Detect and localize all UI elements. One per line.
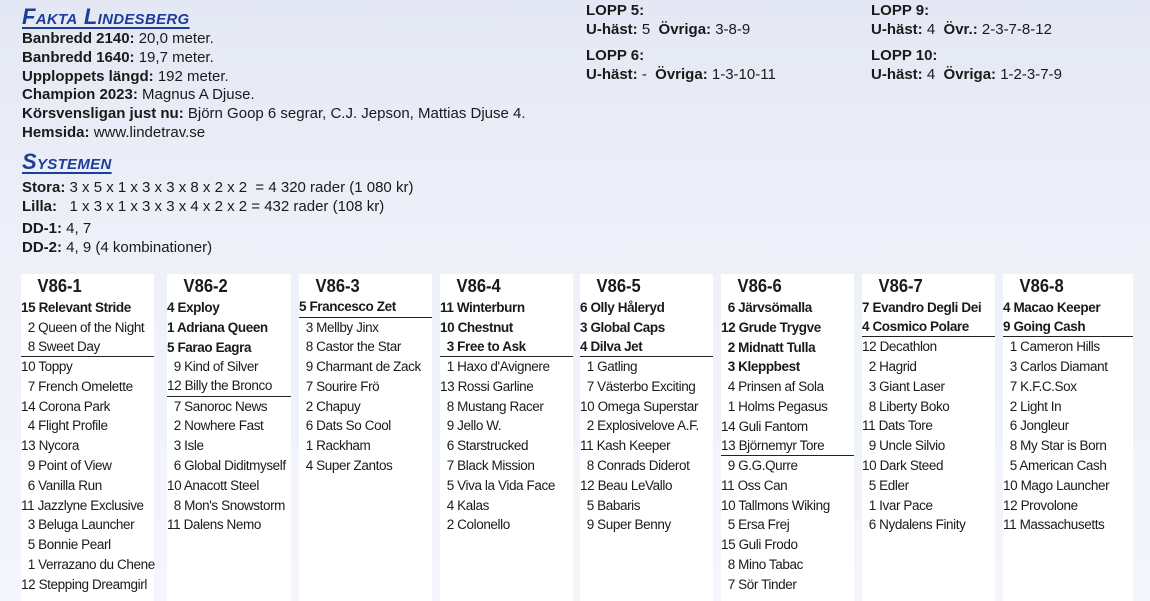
horse-row: 4 Super Zantos bbox=[299, 458, 393, 474]
horse-row: 6 Global Diditmyself bbox=[167, 458, 286, 474]
horse-row: 3 Carlos Diamant bbox=[1003, 359, 1108, 375]
race-column-4 bbox=[440, 274, 573, 601]
horse-row: 5 American Cash bbox=[1003, 458, 1107, 474]
horse-row: 4 Exploy bbox=[167, 300, 220, 315]
race-title: V86-7 bbox=[878, 276, 923, 296]
fakta-line: Banbredd 1640: 19,7 meter. bbox=[22, 48, 214, 66]
horse-row: 10 Toppy bbox=[21, 359, 73, 375]
horse-row: 2 Queen of the Night bbox=[21, 319, 145, 335]
horse-row: 2 Midnatt Tulla bbox=[721, 339, 816, 355]
horse-row: 13 Rossi Garline bbox=[440, 378, 534, 394]
horse-row: 1 Haxo d'Avignere bbox=[440, 359, 550, 375]
lopp-block-right bbox=[871, 2, 1062, 84]
horse-row: 15 Relevant Stride bbox=[21, 300, 131, 315]
race-column-1 bbox=[21, 274, 154, 601]
horse-row: 5 Farao Eagra bbox=[167, 339, 252, 355]
horse-row: 11 Dalens Nemo bbox=[167, 517, 261, 533]
lopp-line: U-häst: 4 Övr.: 2-3-7-8-12 bbox=[871, 20, 1052, 38]
horse-row: 13 Björnemyr Tore bbox=[721, 437, 854, 457]
horse-row: 6 Jongleur bbox=[1003, 418, 1069, 434]
horse-row: 10 Chestnut bbox=[440, 319, 513, 335]
horse-row: 4 Prinsen af Sola bbox=[721, 379, 824, 395]
fakta-line: Champion 2023: Magnus A Djuse. bbox=[22, 86, 255, 104]
system-dd1: DD-1: 4, 7 bbox=[22, 220, 92, 238]
system-lilla: Lilla: 1 x 3 x 1 x 3 x 3 x 4 x 2 x 2 = 432 rader (108 kr) bbox=[22, 197, 385, 215]
horse-row: 9 Going Cash bbox=[1003, 318, 1133, 338]
fakta-section bbox=[22, 4, 582, 258]
horse-row: 12 Beau LeVallo bbox=[580, 477, 673, 493]
horse-row: 6 Järvsömalla bbox=[721, 300, 812, 315]
horse-row: 3 Free to Ask bbox=[440, 338, 573, 358]
horse-row: 5 Francesco Zet bbox=[299, 298, 432, 318]
horse-row: 3 Isle bbox=[167, 438, 204, 454]
race-column-3 bbox=[299, 274, 432, 601]
horse-row: 12 Grude Trygve bbox=[721, 319, 821, 335]
horse-row: 6 Nydalens Finity bbox=[862, 517, 966, 533]
horse-row: 1 Holms Pegasus bbox=[721, 398, 828, 414]
horse-row: 10 Mago Launcher bbox=[1003, 477, 1110, 493]
system-stora: Stora: 3 x 5 x 1 x 3 x 3 x 8 x 2 x 2 = 4 320 rader (1 080 kr) bbox=[22, 178, 414, 196]
horse-row: 7 Black Mission bbox=[440, 458, 535, 474]
horse-row: 7 French Omelette bbox=[21, 378, 133, 394]
race-title: V86-5 bbox=[596, 276, 641, 296]
horse-row: 7 Sanoroc News bbox=[167, 398, 268, 414]
horse-row: 12 Provolone bbox=[1003, 497, 1078, 513]
lopp-line: U-häst: - Övriga: 1-3-10-11 bbox=[586, 65, 776, 83]
horse-row: 9 Jello W. bbox=[440, 418, 502, 434]
horse-row: 11 Jazzlyne Exclusive bbox=[21, 497, 144, 513]
horse-row: 5 Ersa Frej bbox=[721, 517, 790, 533]
horse-row: 12 Decathlon bbox=[862, 339, 937, 355]
horse-row: 4 Macao Keeper bbox=[1003, 300, 1101, 315]
horse-row: 7 Sör Tinder bbox=[721, 576, 797, 592]
horse-row: 5 Babaris bbox=[580, 497, 641, 513]
horse-row: 8 Mustang Racer bbox=[440, 398, 544, 414]
horse-row: 7 Evandro Degli Dei bbox=[862, 300, 982, 315]
lopp-title: LOPP 5: bbox=[586, 2, 645, 19]
horse-row: 9 Uncle Silvio bbox=[862, 438, 945, 454]
horse-row: 5 Bonnie Pearl bbox=[21, 537, 111, 553]
horse-row: 1 Ivar Pace bbox=[862, 497, 933, 513]
horse-row: 7 Västerbo Exciting bbox=[580, 378, 696, 394]
horse-row: 13 Nycora bbox=[21, 438, 79, 454]
horse-row: 2 Explosivelove A.F. bbox=[580, 418, 699, 434]
horse-row: 8 Sweet Day bbox=[21, 338, 154, 358]
horse-row: 14 Corona Park bbox=[21, 398, 110, 414]
horse-row: 8 Liberty Boko bbox=[862, 398, 950, 414]
horse-row: 8 Castor the Star bbox=[299, 339, 401, 355]
horse-row: 3 Kleppbest bbox=[721, 359, 800, 375]
horse-row: 1 Gatling bbox=[580, 359, 638, 375]
horse-row: 2 Nowhere Fast bbox=[167, 418, 264, 434]
horse-row: 10 Tallmons Wiking bbox=[721, 497, 830, 513]
lopp-line: U-häst: 5 Övriga: 3-8-9 bbox=[586, 20, 751, 38]
race-title: V86-3 bbox=[315, 276, 360, 296]
horse-row: 3 Giant Laser bbox=[862, 378, 945, 394]
horse-row: 2 Chapuy bbox=[299, 398, 361, 414]
horse-row: 2 Colonello bbox=[440, 517, 510, 533]
race-title: V86-1 bbox=[37, 276, 82, 296]
horse-row: 10 Anacott Steel bbox=[167, 477, 259, 493]
race-title: V86-6 bbox=[737, 276, 782, 296]
horse-row: 14 Guli Fantom bbox=[721, 418, 808, 434]
lopp-line: U-häst: 4 Övriga: 1-2-3-7-9 bbox=[871, 65, 1062, 83]
horse-row: 5 Viva la Vida Face bbox=[440, 477, 555, 493]
horse-row: 11 Dats Tore bbox=[862, 418, 933, 434]
horse-row: 4 Flight Profile bbox=[21, 418, 108, 434]
horse-row: 3 Mellby Jinx bbox=[299, 319, 379, 335]
horse-row: 1 Rackham bbox=[299, 438, 371, 454]
horse-row: 3 Beluga Launcher bbox=[21, 517, 135, 533]
fakta-heading: Fakta Lindesberg bbox=[22, 4, 190, 29]
race-title: V86-2 bbox=[183, 276, 228, 296]
lopp-title: LOPP 10: bbox=[871, 47, 938, 64]
horse-row: 8 Mon's Snowstorm bbox=[167, 497, 286, 513]
horse-row: 7 Sourire Frö bbox=[299, 378, 380, 394]
horse-row: 12 Billy the Bronco bbox=[167, 377, 291, 397]
horse-row: 6 Olly Håleryd bbox=[580, 300, 665, 315]
horse-row: 11 Massachusetts bbox=[1003, 517, 1105, 533]
lopp-block-left bbox=[586, 2, 776, 84]
race-column-7 bbox=[862, 274, 995, 601]
fakta-line: Körsvensligan just nu: Björn Goop 6 segrar, C.J. Jepson, Mattias Djuse 4. bbox=[22, 105, 526, 123]
horse-row: 2 Hagrid bbox=[862, 359, 917, 375]
horse-row: 9 Kind of Silver bbox=[167, 359, 259, 375]
horse-row: 12 Stepping Dreamgirl bbox=[21, 576, 147, 592]
race-column-2 bbox=[167, 274, 291, 601]
fakta-line: Banbredd 2140: 20,0 meter. bbox=[22, 30, 214, 47]
horse-row: 9 G.G.Qurre bbox=[721, 458, 798, 474]
horse-row: 9 Super Benny bbox=[580, 517, 671, 533]
horse-row: 8 My Star is Born bbox=[1003, 438, 1107, 454]
horse-row: 11 Winterburn bbox=[440, 300, 525, 315]
race-title: V86-4 bbox=[456, 276, 501, 296]
lopp-title: LOPP 6: bbox=[586, 47, 645, 64]
fakta-line: Hemsida: www.lindetrav.se bbox=[22, 123, 206, 141]
horse-row: 1 Verrazano du Chene bbox=[21, 557, 155, 573]
horse-row: 11 Kash Keeper bbox=[580, 438, 671, 454]
horse-row: 10 Omega Superstar bbox=[580, 398, 699, 414]
lopp-title: LOPP 9: bbox=[871, 2, 930, 19]
fakta-line: Upploppets längd: 192 meter. bbox=[22, 67, 229, 85]
race-title: V86-8 bbox=[1019, 276, 1064, 296]
horse-row: 2 Light In bbox=[1003, 398, 1062, 414]
horse-row: 6 Dats So Cool bbox=[299, 418, 391, 434]
horse-row: 4 Cosmico Polare bbox=[862, 318, 995, 338]
horse-row: 7 K.F.C.Sox bbox=[1003, 378, 1077, 394]
horse-row: 10 Dark Steed bbox=[862, 458, 944, 474]
horse-row: 6 Vanilla Run bbox=[21, 477, 102, 493]
horse-row: 8 Mino Tabac bbox=[721, 557, 803, 573]
system-dd2: DD-2: 4, 9 (4 kombinationer) bbox=[22, 239, 213, 257]
race-column-6 bbox=[721, 274, 854, 601]
systemen-heading: Systemen bbox=[22, 148, 112, 174]
race-column-8 bbox=[1003, 274, 1133, 601]
horse-row: 5 Edler bbox=[862, 477, 909, 493]
horse-row: 9 Charmant de Zack bbox=[299, 359, 421, 375]
horse-row: 9 Point of View bbox=[21, 458, 112, 474]
horse-row: 15 Guli Frodo bbox=[721, 537, 798, 553]
horse-row: 4 Dilva Jet bbox=[580, 338, 713, 358]
race-column-5 bbox=[580, 274, 713, 601]
horse-row: 6 Starstrucked bbox=[440, 438, 529, 454]
horse-row: 8 Conrads Diderot bbox=[580, 458, 690, 474]
horse-row: 3 Global Caps bbox=[580, 319, 665, 335]
horse-row: 11 Oss Can bbox=[721, 477, 788, 493]
horse-row: 1 Cameron Hills bbox=[1003, 339, 1100, 355]
horse-row: 1 Adriana Queen bbox=[167, 319, 268, 335]
horse-row: 4 Kalas bbox=[440, 497, 489, 513]
